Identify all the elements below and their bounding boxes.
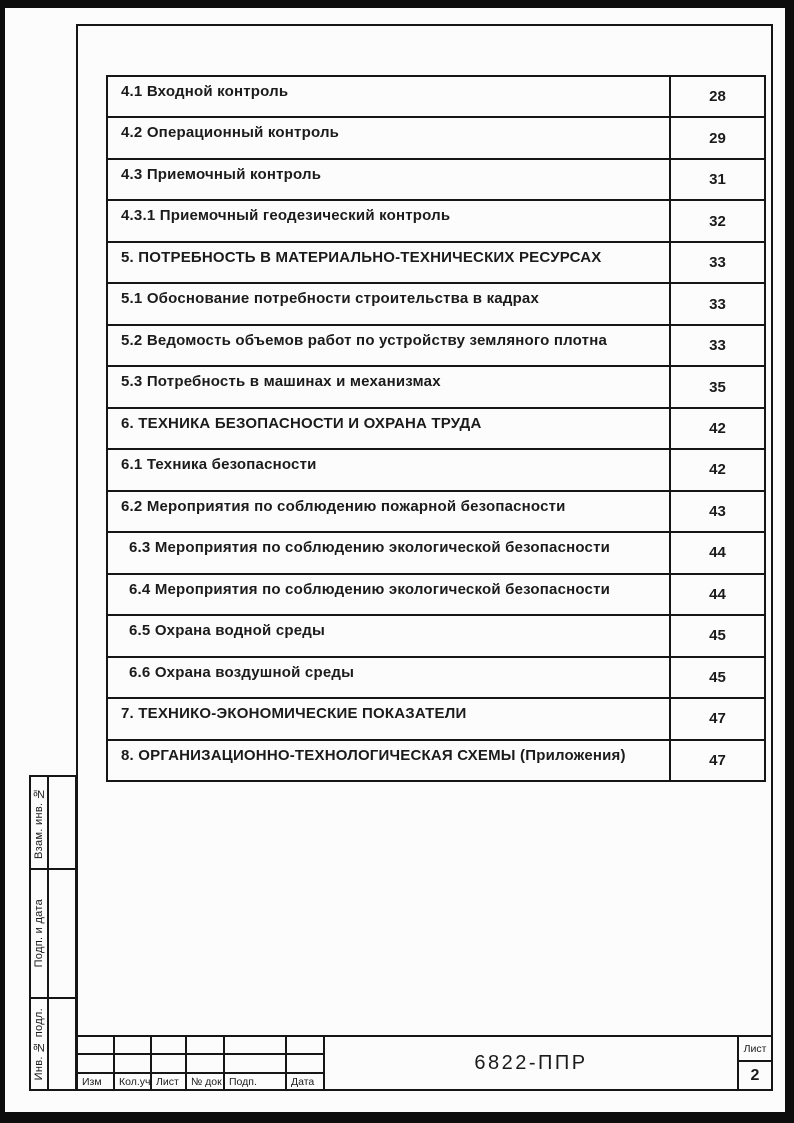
toc-entry-title: 4.1 Входной контроль xyxy=(121,83,289,100)
signature-area xyxy=(49,870,75,997)
toc-entry-title: 6.6 Охрана воздушной среды xyxy=(129,663,355,681)
revision-empty-cell xyxy=(78,1055,115,1074)
toc-row xyxy=(108,573,764,614)
revision-empty-cell xyxy=(187,1037,225,1055)
toc-entry-page: 42 xyxy=(669,450,764,489)
toc-table xyxy=(106,75,766,782)
toc-entry-title: 5.3 Потребность в машинах и механизмах xyxy=(121,373,441,391)
toc-entry-title: 5. ПОТРЕБНОСТЬ В МАТЕРИАЛЬНО-ТЕХНИЧЕСКИХ РЕСУРСАХ xyxy=(121,248,602,266)
side-strip-cell-inv-podl xyxy=(29,997,77,1091)
toc-entry-page: 33 xyxy=(669,243,764,282)
toc-row xyxy=(108,241,764,282)
toc-entry-page: 29 xyxy=(669,118,764,157)
side-strip-label: Инв. № подл. xyxy=(33,1007,45,1081)
revision-empty-cell xyxy=(115,1055,152,1074)
toc-entry-page: 45 xyxy=(669,658,764,697)
toc-entry-title: 8. ОРГАНИЗАЦИОННО-ТЕХНОЛОГИЧЕСКАЯ СХЕМЫ (Приложения) xyxy=(121,746,626,764)
document-number: 6822-ППР xyxy=(474,1051,588,1074)
revision-empty-cell xyxy=(115,1037,152,1055)
signature-area xyxy=(49,777,75,868)
toc-row xyxy=(108,77,764,116)
revision-empty-cell xyxy=(187,1055,225,1074)
toc-entry-page: 28 xyxy=(669,77,764,116)
revision-empty-cell xyxy=(287,1055,325,1074)
side-strip-label: Подп. и дата xyxy=(33,899,45,968)
toc-entry-page: 44 xyxy=(669,575,764,614)
toc-row xyxy=(108,448,764,489)
toc-row xyxy=(108,365,764,406)
toc-row xyxy=(108,490,764,531)
side-strip-cell-vzam-inv xyxy=(29,775,77,870)
revision-row xyxy=(78,1055,325,1074)
toc-row xyxy=(108,324,764,365)
revision-column-label: Изм xyxy=(78,1074,115,1089)
toc-entry-page: 45 xyxy=(669,616,764,655)
toc-row xyxy=(108,282,764,323)
signature-area xyxy=(49,999,75,1089)
toc-entry-page: 31 xyxy=(669,160,764,199)
toc-entry-page: 43 xyxy=(669,492,764,531)
toc-entry-title: 6.5 Охрана водной среды xyxy=(129,622,326,640)
toc-row xyxy=(108,407,764,448)
toc-entry-title: 6.2 Мероприятия по соблюдению пожарной безопасности xyxy=(121,497,566,515)
toc-entry-page: 33 xyxy=(669,284,764,323)
revision-column-label: Лист xyxy=(152,1074,187,1089)
toc-row xyxy=(108,158,764,199)
revision-empty-cell xyxy=(225,1037,287,1055)
side-strip-label: Взам. инв. № xyxy=(33,786,45,859)
revision-column-label: Кол.уч xyxy=(115,1074,152,1089)
sheet-label: Лист xyxy=(739,1037,771,1062)
toc-entry-page: 35 xyxy=(669,367,764,406)
toc-entry-title: 6.4 Мероприятия по соблюдению экологической безопасности xyxy=(129,580,611,598)
toc-entry-title: 6.1 Техника безопасности xyxy=(121,456,317,474)
toc-entry-title: 5.2 Ведомость объемов работ по устройству земляного плотна xyxy=(121,331,608,349)
revision-empty-cell xyxy=(152,1055,187,1074)
revision-empty-cell xyxy=(152,1037,187,1055)
toc-row xyxy=(108,656,764,697)
revision-column-label: Дата xyxy=(287,1074,325,1089)
sheet-number: 2 xyxy=(750,1066,760,1084)
revision-table xyxy=(78,1037,325,1089)
revision-empty-cell xyxy=(287,1037,325,1055)
revision-column-label: Подп. xyxy=(225,1074,287,1089)
toc-entry-page: 33 xyxy=(669,326,764,365)
revision-empty-cell xyxy=(225,1055,287,1074)
toc-row xyxy=(108,697,764,738)
side-strip-label-cell xyxy=(31,777,49,868)
toc-row xyxy=(108,614,764,655)
toc-entry-title: 4.3.1 Приемочный геодезический контроль xyxy=(121,207,451,225)
toc-entry-title: 4.2 Операционный контроль xyxy=(121,124,340,142)
toc-entry-page: 32 xyxy=(669,201,764,240)
toc-row xyxy=(108,199,764,240)
title-block xyxy=(76,1035,773,1091)
side-strip-cell-podp-data xyxy=(29,868,77,999)
side-strip-label-cell xyxy=(31,999,49,1089)
toc-row xyxy=(108,739,764,780)
toc-row xyxy=(108,116,764,157)
side-strip-label-cell xyxy=(31,870,49,997)
revision-row xyxy=(78,1037,325,1055)
toc-entry-page: 42 xyxy=(669,409,764,448)
toc-entry-page: 47 xyxy=(669,699,764,738)
sheet-box xyxy=(737,1037,771,1089)
toc-entry-title: 6. ТЕХНИКА БЕЗОПАСНОСТИ И ОХРАНА ТРУДА xyxy=(121,414,482,432)
toc-row xyxy=(108,531,764,572)
revision-row xyxy=(78,1074,325,1089)
revision-empty-cell xyxy=(78,1037,115,1055)
toc-entry-title: 6.3 Мероприятия по соблюдению экологической безопасности xyxy=(129,539,611,557)
toc-entry-page: 47 xyxy=(669,741,764,780)
revision-column-label: № док xyxy=(187,1074,225,1089)
toc-entry-title: 7. ТЕХНИКО-ЭКОНОМИЧЕСКИЕ ПОКАЗАТЕЛИ xyxy=(121,705,467,723)
toc-entry-title: 4.3 Приемочный контроль xyxy=(121,165,322,183)
toc-entry-title: 5.1 Обоснование потребности строительства в кадрах xyxy=(121,290,540,308)
toc-entry-page: 44 xyxy=(669,533,764,572)
